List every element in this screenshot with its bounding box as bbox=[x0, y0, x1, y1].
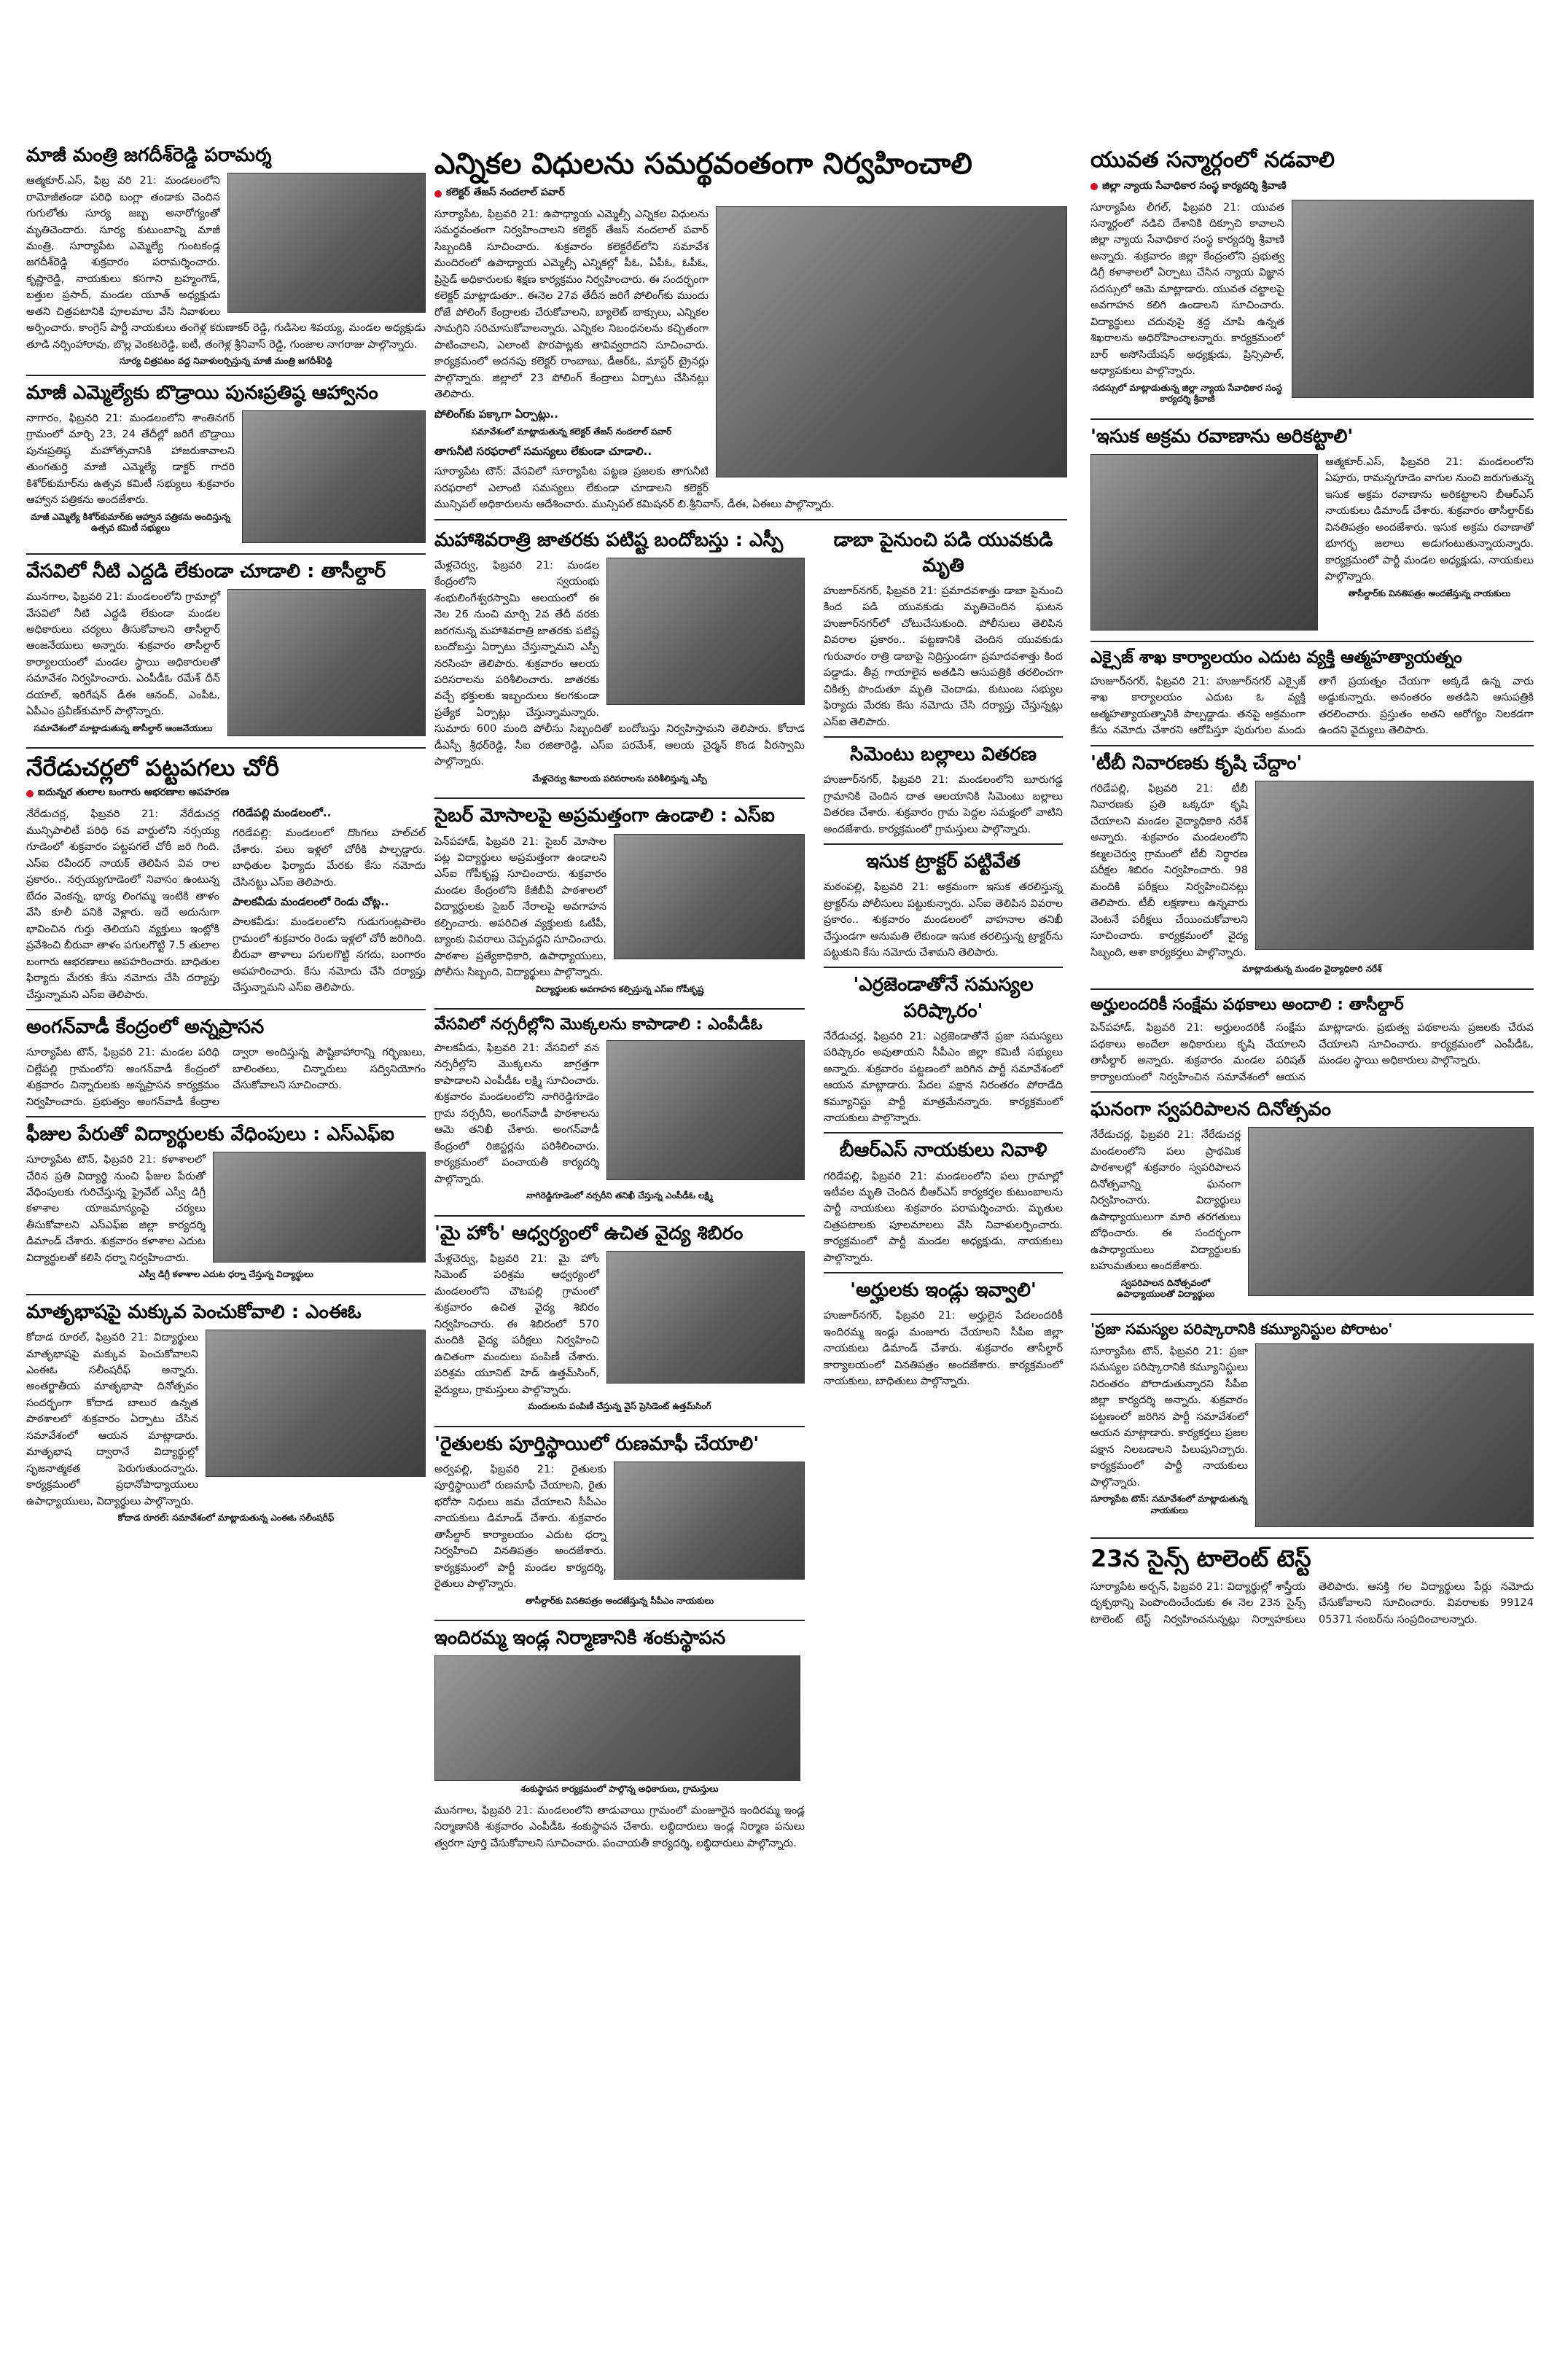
right-column bbox=[1086, 0, 1538, 2380]
story-cyber bbox=[434, 803, 805, 1002]
photo-caption: మేళ్లచెర్వు శివాలయ పరిసరాలను పరిశీలిస్తున్న ఎస్పీ bbox=[532, 773, 707, 784]
headline: సిమెంటు బల్లాలు వితరణ bbox=[850, 744, 1037, 766]
center-column bbox=[430, 0, 1072, 2380]
news-photo bbox=[606, 1040, 805, 1180]
headline: 'అర్హులకు ఇండ్లు ఇవ్వాలి' bbox=[850, 1279, 1037, 1302]
story-red-flag bbox=[824, 972, 1063, 1126]
headline: డాబా పైనుంచి పడి యువకుడి మృతి bbox=[833, 528, 1053, 577]
story-sfi bbox=[26, 1122, 426, 1288]
article-body: పాలకవీడు: మండలంలోని గుడుగుంట్లపాలెం గ్రామంలో శుక్రవారం రెండు ఇళ్లలో చోరీ జరిగింది. బీరువా తాళాలు పగులగొట్టి నగదు, బంగారం అపహరించారు. కేసు నమోదు చేసి దర్యాప్తు చేస్తున్నామని ఎస్ఐ తెలిపారు. bbox=[233, 916, 426, 994]
headline: మాజీ మంత్రి జగదీశ్‌రెడ్డి పరామర్శ bbox=[26, 144, 272, 166]
headline: ఫీజుల పేరుతో విద్యార్థులకు వేధింపులు : ఎస్‌ఎఫ్ఐ bbox=[26, 1123, 394, 1145]
story-tb bbox=[1090, 751, 1534, 983]
bullet-icon bbox=[1090, 183, 1098, 190]
article-body: హుజూర్‌నగర్, ఫిబ్రవరి 21: హుజూర్‌నగర్ ఎక్సైజ్ శాఖ కార్యాలయం ఎదుట ఓ వ్యక్తి ఆత్మహత్యాయత్నానికి పాల్పడ్డాడు. తనపై అక్రమంగా కేసు నమోదు చేశారని ఆరోపిస్తూ పురుగుల మందు తాగే ప్రయత్నం చేయగా అక్కడే ఉన్న వారు అడ్డుకున్నారు. అనంతరం అతడిని ఆసుపత్రికి తరలించారు. ప్రస్తుతం అతని ఆరోగ్యం నిలకడగా ఉందని వైద్యులు తెలిపారు. bbox=[1090, 675, 1534, 737]
article-body: సూర్యాపేట అర్బన్, ఫిబ్రవరి 21: విద్యార్థుల్లో శాస్త్రీయ దృక్పథాన్ని పెంపొందించేందుకు ఈ నెల 23న సైన్స్ టాలెంట్ టెస్ట్ నిర్వహించనున్నట్లు నిర్వాహకులు తెలిపారు. ఆసక్తి గల విద్యార్థులు పేర్లు నమోదు చేసుకోవాలని సూచించారు. వివరాలకు 99124 05371 నంబర్‌ను సంప్రదించాలన్నారు. bbox=[1090, 1580, 1534, 1626]
headline: మహాశివరాత్రి జాతరకు పటిష్ట బందోబస్తు : ఎస్పీ bbox=[434, 528, 784, 551]
news-photo bbox=[242, 410, 426, 543]
headline: అర్హులందరికీ సంక్షేమ పథకాలు అందాలి : తాసీల్దార్ bbox=[1090, 995, 1404, 1014]
story-science-test bbox=[1090, 1543, 1534, 1628]
news-photo bbox=[606, 1251, 805, 1384]
news-photo bbox=[1292, 200, 1534, 398]
divider bbox=[1090, 418, 1534, 420]
divider bbox=[824, 843, 1063, 845]
byline: జిల్లా న్యాయ సేవాధికార సంస్థ కార్యదర్శి శ్రీవాణి bbox=[1090, 180, 1534, 194]
article-body: గరిడేపల్లి: మండలంలో దొంగలు హల్‌చల్ చేశారు. పలు ఇళ్లలో చోరీకి పాల్పడ్డారు. బాధితుల ఫిర్యాదు మేరకు కేసు నమోదు చేసినట్టు ఎస్ఐ తెలిపారు. bbox=[233, 827, 426, 889]
article-body: సూర్యాపేట టౌన్, ఫిబ్రవరి 21: మండల పరిధి చిల్లేపల్లి గ్రామంలోని అంగన్‌వాడీ కేంద్రంలో శుక్రవారం చిన్నారులకు అన్నప్రాసన కార్యక్రమం నిర్వహించారు. ప్రభుత్వం అంగన్‌వాడీ కేంద్రాల ద్వారా అందిస్తున్న పౌష్టికాహారాన్ని గర్భిణులు, బాలింతలు, చిన్నారులు సద్వినియోగం చేసుకోవాలని సూచించారు. bbox=[26, 1047, 426, 1108]
news-photo bbox=[716, 206, 1067, 477]
article-body: కోదాడ రూరల్, ఫిబ్రవరి 21: విద్యార్థులు మాతృభాషపై మక్కువ పెంచుకోవాలని ఎంఈఓ సలీంషరీఫ్ అన్నారు. అంతర్జాతీయ మాతృభాషా దినోత్సవం సందర్భంగా కోదాడ బాలుర ఉన్నత పాఠశాలలో శుక్రవారం ఏర్పాటు చేసిన సమావేశంలో ఆయన మాట్లాడారు. మాతృభాష ద్వారానే విద్యార్థుల్లో సృజనాత్మకత పెరుగుతుందన్నారు. కార్యక్రమంలో ప్రధానోపాధ్యాయులు ఉపాధ్యాయులు, విద్యార్థులు పాల్గొన్నారు. bbox=[26, 1332, 198, 1507]
story-houses bbox=[824, 1278, 1063, 1389]
headline: ఘనంగా స్వపరిపాలన దినోత్సవం bbox=[1090, 1099, 1331, 1121]
news-photo bbox=[614, 1462, 805, 1580]
photo-caption: తాసీల్దార్‌కు వినతిపత్రం అందజేస్తున్న నాయకులు bbox=[1348, 588, 1511, 598]
photo-caption: స్వపరిపాలన దినోత్సవంలో ఉపాధ్యాయులతో విద్యార్థులు bbox=[1116, 1277, 1215, 1300]
story-youth bbox=[1090, 146, 1534, 413]
news-photo bbox=[434, 1655, 800, 1781]
headline: 'ప్రజా సమస్యల పరిష్కారానికి కమ్యూనిస్టుల పోరాటం' bbox=[1090, 1319, 1393, 1338]
divider bbox=[1090, 988, 1534, 990]
headline: 'ఇసుక అక్రమ రవాణాను అరికట్టాలి' bbox=[1090, 425, 1354, 448]
news-photo bbox=[206, 1330, 426, 1477]
news-photo bbox=[606, 558, 805, 705]
headline: అంగన్‌వాడీ కేంద్రంలో అన్నప్రాసన bbox=[26, 1016, 265, 1038]
story-loan-waiver bbox=[434, 1432, 805, 1614]
photo-caption: నాగిరెడ్డిగూడెంలో నర్సరీని తనిఖీ చేస్తున్న ఎంపీడీఓ లక్ష్మి bbox=[526, 1190, 713, 1201]
headline: 23న సైన్స్ టాలెంట్ టెస్ట్ bbox=[1090, 1544, 1311, 1572]
divider bbox=[434, 1620, 805, 1621]
article-body: నాగారం, ఫిబ్రవరి 21: మండలంలోని శాంతినగర్ గ్రామంలో మార్చి 23, 24 తేదీల్లో జరిగే బొడ్రాయి పునఃప్రతిష్ఠ మహోత్సవానికి హాజరుకావాలని తుంగతుర్తి మాజీ ఎమ్మెల్యే డాక్టర్ గాదరి కిశోర్‌కుమార్‌ను ఉత్సవ కమిటీ సభ్యులు శుక్రవారం ఆహ్వాన పత్రికను అందజేశారు. bbox=[26, 412, 235, 507]
headline: 'రైతులకు పూర్తిస్థాయిలో రుణమాఫీ చేయాలి' bbox=[434, 1432, 760, 1455]
news-photo bbox=[1248, 1127, 1534, 1296]
headline: నేరేడుచర్లలో పట్టపగలు చోరీ bbox=[26, 754, 280, 782]
divider bbox=[26, 375, 426, 376]
headline: మాజీ ఎమ్మెల్యేకు బొడ్రాయి పునఃప్రతిష్ఠ ఆహ్వానం bbox=[26, 381, 378, 404]
divider bbox=[26, 1116, 426, 1117]
story-sand-tractor bbox=[824, 849, 1063, 961]
headline: యువత సన్మార్గంలో నడవాలి bbox=[1090, 147, 1335, 173]
article-body: సూర్యాపేట టౌన్, ఫిబ్రవరి 21: ప్రజా సమస్యల పరిష్కారానికి కమ్యూనిస్టులు నిరంతరం పోరాడుతున్నారని సీపీఐ జిల్లా కార్యదర్శి అన్నారు. శుక్రవారం పట్టణంలో జరిగిన పార్టీ సమావేశంలో ఆయన మాట్లాడారు. కార్యకర్తలు ప్రజల పక్షాన నిలబడాలని పిలుపునిచ్చారు. కార్యక్రమంలో పార్టీ నాయకులు పాల్గొన్నారు. bbox=[1090, 1345, 1248, 1489]
news-photo bbox=[1090, 454, 1318, 631]
lead-headline: ఎన్నికల విధులను సమర్థవంతంగా నిర్వహించాలి bbox=[434, 147, 972, 181]
headline: మాతృభాషపై మక్కువ పెంచుకోవాలి : ఎంఈఓ bbox=[26, 1300, 362, 1323]
divider bbox=[26, 1294, 426, 1295]
news-photo bbox=[1255, 781, 1534, 950]
photo-caption: సమావేశంలో మాట్లాడుతున్న కలెక్టర్ తేజస్ నందలాల్ పవార్ bbox=[471, 426, 672, 437]
divider bbox=[434, 1008, 805, 1010]
bullet-icon bbox=[434, 190, 442, 198]
headline: సైబర్ మోసాలపై అప్రమత్తంగా ఉండాలి : ఎస్ఐ bbox=[434, 805, 775, 827]
divider bbox=[824, 1132, 1063, 1134]
photo-caption: తాసీల్దార్‌కు వినతిపత్రం అందజేస్తున్న సీపీఎం నాయకులు bbox=[525, 1595, 714, 1606]
kicker: ఐదున్నర తులాల బంగారు ఆభరణాల అపహరణ bbox=[26, 787, 426, 800]
story-water-scarcity bbox=[26, 559, 426, 741]
photo-caption: సూర్యాపేట టౌన్: సమావేశంలో మాట్లాడుతున్న నాయకులు bbox=[1090, 1493, 1248, 1515]
article-body: నేరేడుచర్ల, ఫిబ్రవరి 21: నేరేడుచర్ల మున్సిపాలిటీ పరిధి 6వ వార్డులోని నర్సయ్య గూడెంలో శుక్రవారం పట్టపగలే చోరీ జరి గింది. ఎస్ఐ రవీందర్ నాయక్ తెలిపిన వివ రాల ప్రకారం.. నర్సయ్యగూడెంలో నివాసం ఉంటున్న బేదం వెంకన్న, భార్య లింగమ్మ ఇంటికి తాళం వేసి కూలీ పనికి వెళ్లారు. ఇదే అదునుగా భావించిన గుర్తు తెలియని వ్యక్తులు ఇంట్లోకి ప్రవేశించి బీరువా తాళం పగులగొట్టి 7.5 తులాల బంగారు ఆభరణాలు అపహరించారు. బాధితుల ఫిర్యాదు మేరకు కేసు నమోదు చేసి దర్యాప్తు చేస్తున్నామని ఎస్ఐ తెలిపారు. bbox=[26, 808, 219, 1001]
article-body: అర్వపల్లి, ఫిబ్రవరి 21: రైతులకు పూర్తిస్థాయిలో రుణమాఫీ చేయాలని, రైతు భరోసా నిధులు జమ చేయాలని సీపీఎం నాయకులు డిమాండ్ చేశారు. శుక్రవారం తాసీల్దార్ కార్యాలయం ఎదుట ధర్నా నిర్వహించి వినతిపత్రం అందజేశారు. కార్యక్రమంలో పార్టీ మండల కార్యదర్శి, రైతులు పాల్గొన్నారు. bbox=[434, 1463, 606, 1591]
article-body: సూర్యాపేట లీగల్, ఫిబ్రవరి 21: యువత సన్మార్గంలో నడిచి దేశానికి దిక్సూచి కావాలని జిల్లా న్యాయ సేవాధికార సంస్థ కార్యదర్శి శ్రీవాణి అన్నారు. శుక్రవారం జిల్లా కేంద్రంలోని ప్రభుత్వ డిగ్రీ కళాశాలలో ఏర్పాటు చేసిన న్యాయ విజ్ఞాన సదస్సులో ఆమె మాట్లాడారు. యువత చట్టాలపై అవగాహన కలిగి ఉండాలని సూచించారు. విద్యార్థులు చదువుపై శ్రద్ధ చూపి ఉన్నత శిఖరాలను అధిరోహించాలన్నారు. కార్యక్రమంలో బార్ అసోసియేషన్ అధ్యక్షుడు, ప్రిన్సిపాల్, అధ్యాపకులు పాల్గొన్నారు. bbox=[1090, 201, 1284, 378]
article-body: హుజూర్‌నగర్, ఫిబ్రవరి 21: మండలంలోని బూరుగడ్డ గ్రామానికి చెందిన దాత ఆలయానికి సిమెంటు బల్లాలు వితరణ చేశారు. శుక్రవారం గ్రామ పెద్దల సమక్షంలో వాటిని అందజేశారు. కార్యక్రమంలో గ్రామస్తులు పాల్గొన్నారు. bbox=[824, 774, 1063, 835]
subheading: పోలింగ్‌కు పక్కాగా ఏర్పాట్లు.. bbox=[434, 407, 558, 421]
story-dhaba-fall bbox=[824, 528, 1063, 730]
subheading: పాలకవీడు మండలంలో రెండు చోట్ల.. bbox=[233, 895, 389, 909]
story-theft bbox=[26, 753, 426, 1003]
article-body: హుజూర్‌నగర్, ఫిబ్రవరి 21: అర్హులైన పేదలందరికీ ఇందిరమ్మ ఇండ్లు మంజూరు చేయాలని సీపీఐ జిల్లా నాయకులు డిమాండ్ చేశారు. శుక్రవారం తాసీల్దార్ కార్యాలయంలో వినతిపత్రం అందజేశారు. కార్యక్రమంలో నాయకులు, బాధితులు పాల్గొన్నారు. bbox=[824, 1310, 1063, 1388]
article-body: హుజూర్‌నగర్, ఫిబ్రవరి 21: ప్రమాదవశాత్తు డాబా పైనుంచి కింద పడి యువకుడు మృతిచెందిన ఘటన హుజూర్‌నగర్‌లో చోటుచేసుకుంది. పోలీసులు తెలిపిన వివరాల ప్రకారం.. పట్టణానికి చెందిన యువకుడు గురువారం రాత్రి డాబాపై నిద్రిస్తుండగా ప్రమాదవశాత్తు కింద పడ్డాడు. తీవ్ర గాయాలైన అతడిని ఆసుపత్రికి తరలించగా చికిత్స పొందుతూ మృతి చెందాడు. కుటుంబ సభ్యుల ఫిర్యాదు మేరకు కేసు నమోదు చేసి దర్యాప్తు చేస్తున్నట్లు ఎస్ఐ తెలిపారు. bbox=[824, 585, 1063, 728]
article-body: పెన్‌పహాడ్, ఫిబ్రవరి 21: అర్హులందరికీ సంక్షేమ పథకాలు అందేలా అధికారులు కృషి చేయాలని తాసీల్దార్ అన్నారు. శుక్రవారం మండల పరిషత్ కార్యాలయంలో నిర్వహించిన సమావేశంలో ఆయన మాట్లాడారు. ప్రభుత్వ పథకాలను ప్రజలకు చేరువ చేయాలని సూచించారు. కార్యక్రమంలో ఎంపీడీఓ, మండల స్థాయి అధికారులు పాల్గొన్నారు. bbox=[1090, 1022, 1534, 1083]
article-body: మునగాల, ఫిబ్రవరి 21: మండలంలోని తాడువాయి గ్రామంలో మంజూరైన ఇందిరమ్మ ఇండ్ల నిర్మాణానికి శుక్రవారం ఎంపీడీఓ శంకుస్థాపన చేశారు. లబ్ధిదారులు ఇండ్ల నిర్మాణ పనులు త్వరగా పూర్తి చేసుకోవాలని సూచించారు. పంచాయతీ కార్యదర్శి, లబ్ధిదారులు పాల్గొన్నారు. bbox=[434, 1804, 805, 1849]
story-jagadish-reddy bbox=[26, 143, 426, 367]
divider bbox=[26, 747, 426, 749]
photo-caption: మాట్లాడుతున్న మండల వైద్యాధికారి నరేశ్ bbox=[1242, 964, 1382, 975]
article-body: సూర్యాపేట టౌన్, ఫిబ్రవరి 21: కళాశాలలో చేరిన ప్రతి విద్యార్థి నుంచి ఫీజుల పేరుతో వేధింపులకు గురిచేస్తున్న ప్రైవేట్ ఎస్వీ డిగ్రీ కళాశాల యాజమాన్యంపై చర్యలు తీసుకోవాలని ఎస్‌ఎఫ్ఐ జిల్లా కార్యదర్శి డిమాండ్ చేశారు. శుక్రవారం కళాశాల ఎదుట విద్యార్థులతో కలిసి ధర్నా నిర్వహించారు. bbox=[26, 1154, 206, 1264]
article-body: ఆత్మకూర్.ఎస్, ఫిబ్రవరి 21: మండలంలోని ఏపూరు, రామన్నగూడెం వాగుల నుంచి జరుగుతున్న ఇసుక అక్రమ రవాణాను అరికట్టాలని బీఆర్ఎస్ నాయకులు డిమాండ్ చేశారు. శుక్రవారం తాసీల్దార్‌కు వినతిపత్రం అందజేశారు. ఇసుక అక్రమ రవాణాతో భూగర్భ జలాలు అడుగంటుతున్నాయన్నారు. కార్యక్రమంలో పార్టీ మండల అధ్యక్షుడు, నాయకులు పాల్గొన్నారు. bbox=[1325, 456, 1534, 583]
divider bbox=[1090, 1091, 1534, 1093]
subheading: తాగునీటి సరఫరాలో సమస్యలు లేకుండా చూడాలి.. bbox=[434, 445, 652, 459]
story-indiramma bbox=[434, 1626, 805, 1852]
story-anganwadi bbox=[26, 1015, 426, 1110]
headline: ఇందిరమ్మ ఇండ్ల నిర్మాణానికి శంకుస్థాపన bbox=[434, 1627, 726, 1650]
article-body: మఠంపల్లి, ఫిబ్రవరి 21: అక్రమంగా ఇసుక తరలిస్తున్న ట్రాక్టర్‌ను పోలీసులు పట్టుకున్నారు. ఎస్ఐ తెలిపిన వివరాల ప్రకారం.. శుక్రవారం మండలంలో వాహనాల తనిఖీ చేస్తుండగా అనుమతి లేకుండా ఇసుక తరలిస్తున్న ట్రాక్టర్‌ను పట్టుకుని కేసు నమోదు చేశామని తెలిపారు. bbox=[824, 881, 1063, 959]
divider bbox=[824, 1272, 1063, 1273]
divider bbox=[434, 1215, 805, 1217]
divider bbox=[434, 797, 805, 799]
divider bbox=[1090, 641, 1534, 642]
headline: 'మై హోం' ఆధ్వర్యంలో ఉచిత వైద్య శిబిరం bbox=[434, 1222, 744, 1244]
divider bbox=[26, 1009, 426, 1010]
divider bbox=[1090, 1314, 1534, 1315]
article-body: నేరేడుచర్ల, ఫిబ్రవరి 21: నేరేడుచర్ల మండలంలోని పలు ప్రాథమిక పాఠశాలల్లో శుక్రవారం స్వపరిపాలన దినోత్సవాన్ని ఘనంగా నిర్వహించారు. విద్యార్థులు ఉపాధ్యాయులుగా మారి తరగతులు బోధించారు. ఈ సందర్భంగా ఉపాధ్యాయులు విద్యార్థులకు బహుమతులు అందజేశారు. bbox=[1090, 1129, 1241, 1273]
divider bbox=[1090, 745, 1534, 746]
story-lead-election bbox=[434, 146, 1067, 513]
news-photo bbox=[614, 834, 805, 959]
story-sand bbox=[1090, 424, 1534, 635]
article-body: సూర్యాపేట, ఫిబ్రవరి 21: ఉపాధ్యాయ ఎమ్మెల్సీ ఎన్నికల విధులను సమర్థవంతంగా నిర్వహించాలని కలెక్టర్ తేజస్ నందలాల్ పవార్ సిబ్బందికి సూచించారు. శుక్రవారం కలెక్టరేట్‌లోని సమావేశ మందిరంలో ఉపాధ్యాయ ఎమ్మెల్సీ ఎన్నికల్లో పీఓ, ఏపీఓ, ఓపీఓ, ప్రిసైడ్ అధికారులకు శిక్షణ కార్యక్రమం నిర్వహించారు. ఈ సందర్భంగా కలెక్టర్ మాట్లాడుతూ.. ఈనెల 27వ తేదీన జరిగే పోలింగ్‌కు ముందు రోజే పోలింగ్ కేంద్రాలకు చేరుకోవాలని, బ్యాలెట్ బాక్సులు, ఎన్నికల సామగ్రిని సరిచూసుకోవాలన్నారు. ఎన్నికల నిబంధనలను కచ్చితంగా పాటించాలని, ఎలాంటి పొరపాట్లకు తావివ్వరాదని సూచించారు. కార్యక్రమంలో అదనపు కలెక్టర్ రాంబాబు, డీఆర్‌ఓ, మాస్టర్ ట్రైనర్లు పాల్గొన్నారు. జిల్లాలో 23 పోలింగ్ కేంద్రాలు ఏర్పాటు చేసినట్లు తెలిపారు. bbox=[434, 208, 709, 401]
article-body: పాలకవీడు, ఫిబ్రవరి 21: వేసవిలో వన నర్సరీల్లోని మొక్కలను జాగ్రత్తగా కాపాడాలని ఎంపీడీఓ లక్ష్మి సూచించారు. శుక్రవారం మండలంలోని నాగిరెడ్డిగూడెం గ్రామ నర్సరీని, అంగన్‌వాడీ పాఠశాలను ఆమె తనిఖీ చేశారు. అంగన్‌వాడీ కేంద్రంలో రిజిస్టర్లను పరిశీలించారు. కార్యక్రమంలో పంచాయతీ కార్యదర్శి పాల్గొన్నారు. bbox=[434, 1042, 599, 1185]
divider bbox=[824, 736, 1063, 738]
article-body: ఆత్మకూర్.ఎస్, ఫిబ్ర వరి 21: మండలంలోని రామోజీతండా పరిధి బంగ్లా తండాకు చెందిన గుగులోతు సూర్య జబ్బ అనారోగ్యంతో మృతిచెందారు. సూర్య కుటుంబాన్ని మాజీ మంత్రి, సూర్యాపేట ఎమ్మెల్యే గుంటకండ్ల జగదీశ్‌రెడ్డి శుక్రవారం పరామర్శించారు. కృష్ణారెడ్డి, నాయకులు కసగాని బ్రహ్మంగౌడ్, బత్తుల ప్రసాద్, మండల యూత్ అధ్యక్షుడు అతని చిత్రపటానికి పూలమాల వేసి నివాళులు అర్పించారు. కాంగ్రెస్ పార్టీ నాయకులు తంగెళ్ల కరుణాకర్ రెడ్డి, గుడిసెల శివయ్య, మండల అధ్యక్షుడు తూడి నర్సింహారావు, బొల్ల వెంకటరెడ్డి, ఐటీ, తంగెళ్ల శ్రీనివాస్ రెడ్డి, గుంజాల నాగరాజు పాల్గొన్నారు. bbox=[26, 175, 426, 351]
story-brs-tribute bbox=[824, 1138, 1063, 1266]
article-body: మేళ్లచెర్వు, ఫిబ్రవరి 21: మై హోం సిమెంట్ పరిశ్రమ ఆధ్వర్యంలో మండలంలోని చౌటపల్లి గ్రామంలో శుక్రవారం ఉచిత వైద్య శిబిరం నిర్వహించారు. ఈ శిబిరంలో 570 మందికి వైద్య పరీక్షలు నిర్వహించి ఉచితంగా మందులు పంపిణీ చేశారు. పరిశ్రమ యూనిట్ హెడ్ ఉత్తమ్‌సింగ్, వైద్యులు, గ్రామస్తులు పాల్గొన్నారు. bbox=[434, 1252, 599, 1396]
divider bbox=[1090, 1537, 1534, 1539]
story-welfare bbox=[1090, 994, 1534, 1086]
left-column bbox=[22, 0, 430, 2380]
story-bodrai bbox=[26, 381, 426, 547]
headline: 'టీబీ నివారణకు కృషి చేద్దాం' bbox=[1090, 752, 1303, 774]
divider bbox=[26, 553, 426, 555]
story-my-home bbox=[434, 1221, 805, 1420]
photo-caption: మాజీ ఎమ్మెల్యే కిశోర్‌కుమార్‌కు ఆహ్వాన పత్రికను అందిస్తున్న ఉత్సవ కమిటీ సభ్యులు bbox=[31, 511, 230, 534]
headline: వేసవిలో నీటి ఎద్దడి లేకుండా చూడాలి : తాసీల్దార్ bbox=[26, 560, 386, 582]
byline: కలెక్టర్ తేజస్ నందలాల్ పవార్ bbox=[434, 187, 1067, 200]
article-body: నేరేడుచర్ల, ఫిబ్రవరి 21: ఎర్రజెండాతోనే ప్రజా సమస్యలు పరిష్కారం అవుతాయని సీపీఎం జిల్లా కమిటీ సభ్యులు అన్నారు. శుక్రవారం పట్టణంలో జరిగిన పార్టీ సమావేశంలో ఆయన మాట్లాడారు. పేదల పక్షాన నిరంతరం పోరాడేది కమ్యూనిస్టు పార్టీ మాత్రమేనన్నారు. కార్యక్రమంలో నాయకులు పాల్గొన్నారు. bbox=[824, 1030, 1063, 1124]
news-photo bbox=[227, 589, 426, 736]
photo-caption: సదస్సులో మాట్లాడుతున్న జిల్లా న్యాయ సేవాధికార సంస్థ కార్యదర్శి శ్రీవాణి bbox=[1093, 382, 1282, 405]
divider bbox=[434, 519, 1067, 520]
article-body: గరిడేపల్లి, ఫిబ్రవరి 21: మండలంలోని పలు గ్రామాల్లో ఇటీవల మృతి చెందిన బీఆర్ఎస్ కార్యకర్తల కుటుంబాలను పార్టీ నాయకులు శుక్రవారం పరామర్శించారు. మృతుల చిత్రపటాలకు పూలమాలలు వేసి నివాళులర్పించారు. కార్యక్రమంలో పార్టీ మండల అధ్యక్షుడు, నాయకులు పాల్గొన్నారు. bbox=[824, 1170, 1063, 1264]
photo-caption: విద్యార్థులకు అవగాహన కల్పిస్తున్న ఎస్ఐ గోపీకృష్ణ bbox=[535, 983, 704, 994]
headline: ఎక్సైజ్ శాఖ కార్యాలయం ఎదుట వ్యక్తి ఆత్మహత్యాయత్నం bbox=[1090, 647, 1462, 667]
article-body: మేళ్లచెర్వు, ఫిబ్రవరి 21: మండల కేంద్రంలోని స్వయంభు శంభులింగేశ్వరస్వామి ఆలయంలో ఈ నెల 26 నుంచి మార్చి 2వ తేదీ వరకు జరగనున్న మహాశివరాత్రి జాతరకు పటిష్ట బందోబస్తు ఏర్పాటు చేస్తున్నామని ఎస్పీ నరసింహ తెలిపారు. శుక్రవారం ఆలయ పరిసరాలను పరిశీలించారు. జాతరకు వచ్చే భక్తులకు ఇబ్బందులు కలగకుండా ప్రత్యేక ఏర్పాట్లు చేస్తున్నామన్నారు. సుమారు 600 మంది పోలీసు సిబ్బందితో బందోబస్తు నిర్వహిస్తామని తెలిపారు. కోదాడ డీఎస్పీ శ్రీధర్‌రెడ్డి, సీఐ రజితారెడ్డి, ఎస్ఐ పరమేశ్, ఆలయ చైర్మన్ కొండ వీరస్వామి పాల్గొన్నారు. bbox=[434, 559, 805, 768]
subheading: గరిడేపల్లి మండలంలో.. bbox=[233, 806, 332, 820]
story-nursery bbox=[434, 1014, 805, 1209]
story-cement bbox=[824, 742, 1063, 838]
story-mother-tongue bbox=[26, 1300, 426, 1532]
photo-caption: కోదాడ రూరల్: సమావేశంలో మాట్లాడుతున్న ఎంఈఓ సలీంషరీఫ్ bbox=[117, 1513, 335, 1523]
photo-caption: ఎస్వీ డిగ్రీ కళాశాల ఎదుట ధర్నా చేస్తున్న విద్యార్థులు bbox=[138, 1269, 313, 1280]
divider bbox=[434, 1426, 805, 1427]
headline: 'ఎర్రజెండాతోనే సమస్యల పరిష్కారం' bbox=[853, 974, 1034, 1022]
article-body: సూర్యాపేట టౌన్: వేసవిలో సూర్యాపేట పట్టణ ప్రజలకు తాగునీటి సరఫరాలో ఎలాంటి సమస్యలు లేకుండా చూడాలని కలెక్టర్ మున్సిపల్ అధికారులను ఆదేశించారు. మున్సిపల్ కమిషనర్ బి.శ్రీనివాస్, డీఈ, ఏఈలు పాల్గొన్నారు. bbox=[434, 466, 835, 511]
divider bbox=[824, 967, 1063, 968]
article-body: మునగాల, ఫిబ్రవరి 21: మండలంలోని గ్రామాల్లో వేసవిలో నీటి ఎద్దడి లేకుండా మండల అధికారులు చర్యలు తీసుకోవాలని తాసీల్దార్ ఆంజనేయులు అన్నారు. శుక్రవారం తాసీల్దార్ కార్యాలయంలో మండల స్థాయి అధికారులతో సమావేశం నిర్వహించారు. ఎంపీడీఓ రమేశ్ దీన్ దయాల్, ఇరిగేషన్ డీఈ ఆనంద్, ఎంపీఓ, ఏపీఎం ప్రవీణ్‌కుమార్ పాల్గొన్నారు. bbox=[26, 591, 220, 718]
bullet-icon bbox=[26, 790, 34, 797]
news-photo bbox=[1255, 1343, 1534, 1527]
article-body: గరిడేపల్లి, ఫిబ్రవరి 21: టీబీ నివారణకు ప్రతి ఒక్కరూ కృషి చేయాలని మండల వైద్యాధికారి నరేశ్ అన్నారు. శుక్రవారం మండలంలోని కల్మలచెర్వు గ్రామంలో టీబీ నిర్ధారణ పరీక్షల శిబిరం నిర్వహించారు. 98 మందికి పరీక్షలు నిర్వహించినట్లు తెలిపారు. టీబీ లక్షణాలు ఉన్నవారు వెంటనే పరీక్షలు చేయించుకోవాలని సూచించారు. కార్యక్రమంలో వైద్య సిబ్బంది, ఆశా కార్యకర్తలు పాల్గొన్నారు. bbox=[1090, 782, 1248, 959]
news-photo bbox=[213, 1152, 426, 1263]
photo-caption: సమావేశంలో మాట్లాడుతున్న తాసీల్దార్ ఆంజనేయులు bbox=[34, 722, 213, 733]
story-shivaratri bbox=[434, 528, 805, 792]
story-self-governance bbox=[1090, 1097, 1534, 1308]
news-photo bbox=[227, 173, 426, 313]
headline: బీఆర్ఎస్ నాయకులు నివాళి bbox=[839, 1139, 1047, 1162]
photo-caption: శంకుస్థాపన కార్యక్రమంలో పాల్గొన్న అధికారులు, గ్రామస్తులు bbox=[520, 1784, 719, 1795]
article-body: పెన్‌పహాడ్, ఫిబ్రవరి 21: సైబర్ మోసాల పట్ల విద్యార్థులు అప్రమత్తంగా ఉండాలని ఎస్ఐ గోపీకృష్ణ సూచించారు. శుక్రవారం మండల కేంద్రంలోని కేజీబీవీ పాఠశాలలో విద్యార్థులకు సైబర్ నేరాలపై అవగాహన కల్పించారు. అపరిచిత వ్యక్తులకు ఓటీపీ, బ్యాంకు వివరాలు చెప్పవద్దని సూచించారు. పాఠశాల ప్రత్యేకాధికారి, ఉపాధ్యాయులు, పోలీసు సిబ్బంది, విద్యార్థులు పాల్గొన్నారు. bbox=[434, 835, 606, 979]
story-communists bbox=[1090, 1319, 1534, 1532]
story-excise bbox=[1090, 647, 1534, 739]
headline: వేసవిలో నర్సరీల్లోని మొక్కలను కాపాడాలి : ఎంపీడీఓ bbox=[434, 1015, 762, 1034]
headline: ఇసుక ట్రాక్టర్ పట్టివేత bbox=[866, 851, 1021, 873]
photo-caption: మందులను పంపిణీ చేస్తున్న వైస్ ప్రెసిడెంట్ ఉత్తమ్‌సింగ్ bbox=[528, 1401, 711, 1412]
photo-caption: సూర్య చిత్రపటం వద్ద నివాళులర్పిస్తున్న మాజీ మంత్రి జగదీశ్‌రెడ్డి bbox=[120, 356, 332, 367]
